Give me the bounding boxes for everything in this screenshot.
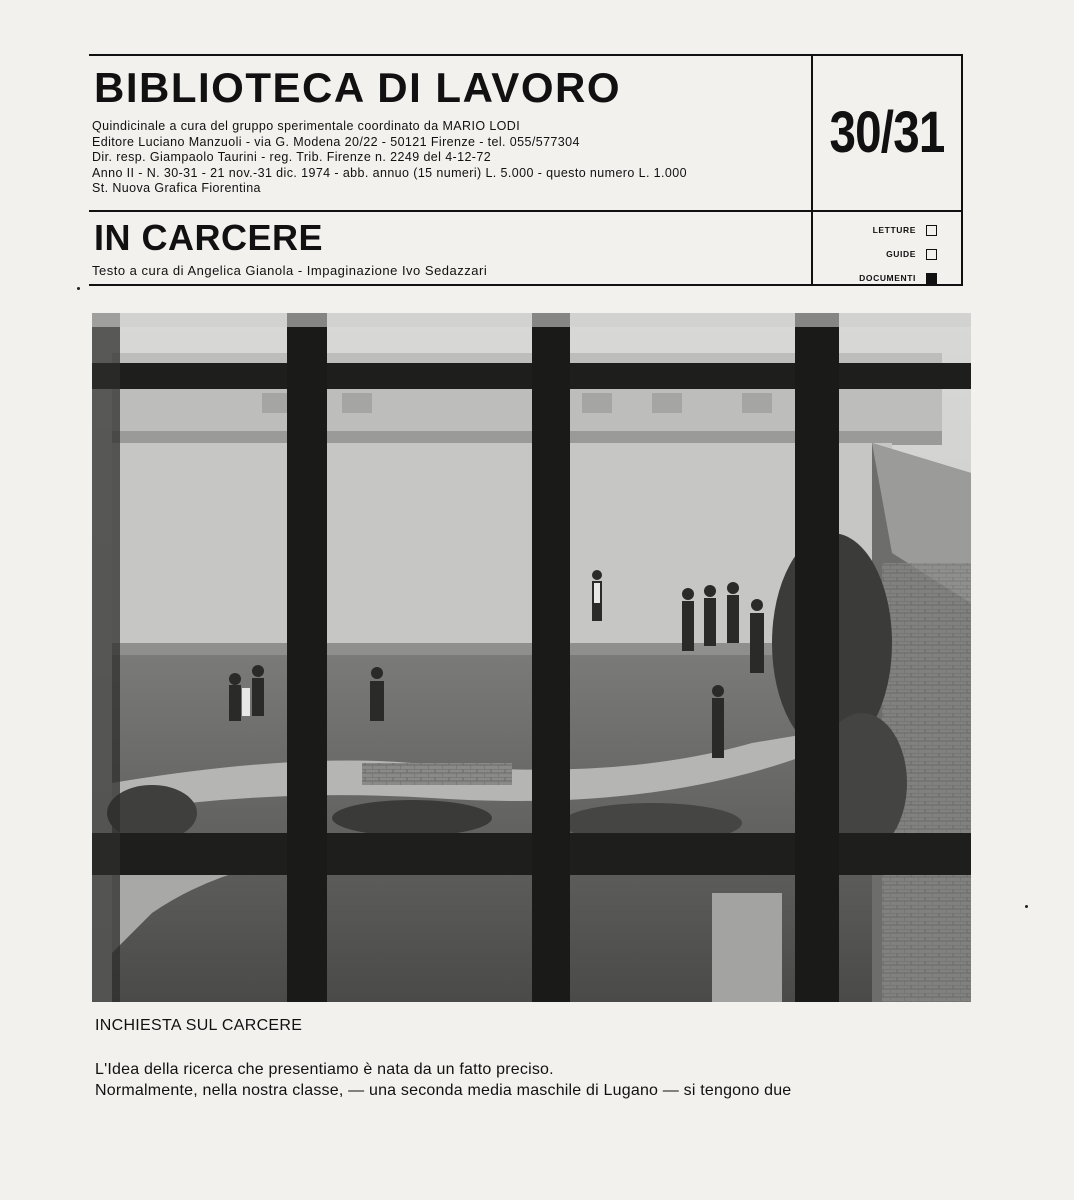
publication-info-line: Dir. resp. Giampaolo Taurini - reg. Trib. Firenze n. 2249 del 4-12-72 (92, 150, 492, 164)
legend-label: LETTURE (872, 225, 916, 235)
legend-item-documenti (825, 266, 937, 290)
article-body (95, 1059, 791, 1101)
publication-title: BIBLIOTECA DI LAVORO (94, 64, 621, 111)
empty-checkbox-icon (926, 225, 937, 236)
issue-credits: Testo a cura di Angelica Gianola - Impaginazione Ivo Sedazzari (92, 263, 488, 278)
legend-label: DOCUMENTI (859, 273, 916, 283)
category-legend (825, 218, 937, 290)
empty-checkbox-icon (926, 249, 937, 260)
masthead-box (89, 54, 963, 286)
publication-info-line: Anno II - N. 30-31 - 21 nov.-31 dic. 1974 - abb. annuo (15 numeri) L. 5.000 - questo numero L. 1.000 (92, 165, 687, 180)
filled-checkbox-icon (926, 273, 937, 284)
print-speck (1025, 905, 1028, 908)
legend-item-guide (825, 242, 937, 266)
article-line: Normalmente, nella nostra classe, — una seconda media maschile di Lugano — si tengono due (95, 1082, 792, 1099)
issue-title: IN CARCERE (94, 217, 324, 258)
header-divider (89, 210, 961, 212)
publication-info-line: Quindicinale a cura del gruppo sperimentale coordinato da MARIO LODI (92, 119, 521, 133)
publication-info (92, 119, 804, 197)
print-speck (77, 287, 80, 290)
header-divider-vertical (811, 56, 813, 284)
legend-item-letture (825, 218, 937, 242)
article-heading: INCHIESTA SUL CARCERE (95, 1017, 303, 1034)
publication-info-line: Editore Luciano Manzuoli - via G. Modena 20/22 - 50121 Firenze - tel. 055/577304 (92, 134, 580, 149)
issue-number: 30/31 (829, 99, 945, 165)
publication-info-line: St. Nuova Grafica Fiorentina (92, 181, 261, 195)
article-line: L'Idea della ricerca che presentiamo è nata da un fatto preciso. (95, 1061, 554, 1078)
legend-label: GUIDE (886, 249, 916, 259)
prison-yard-photo (92, 313, 971, 1002)
